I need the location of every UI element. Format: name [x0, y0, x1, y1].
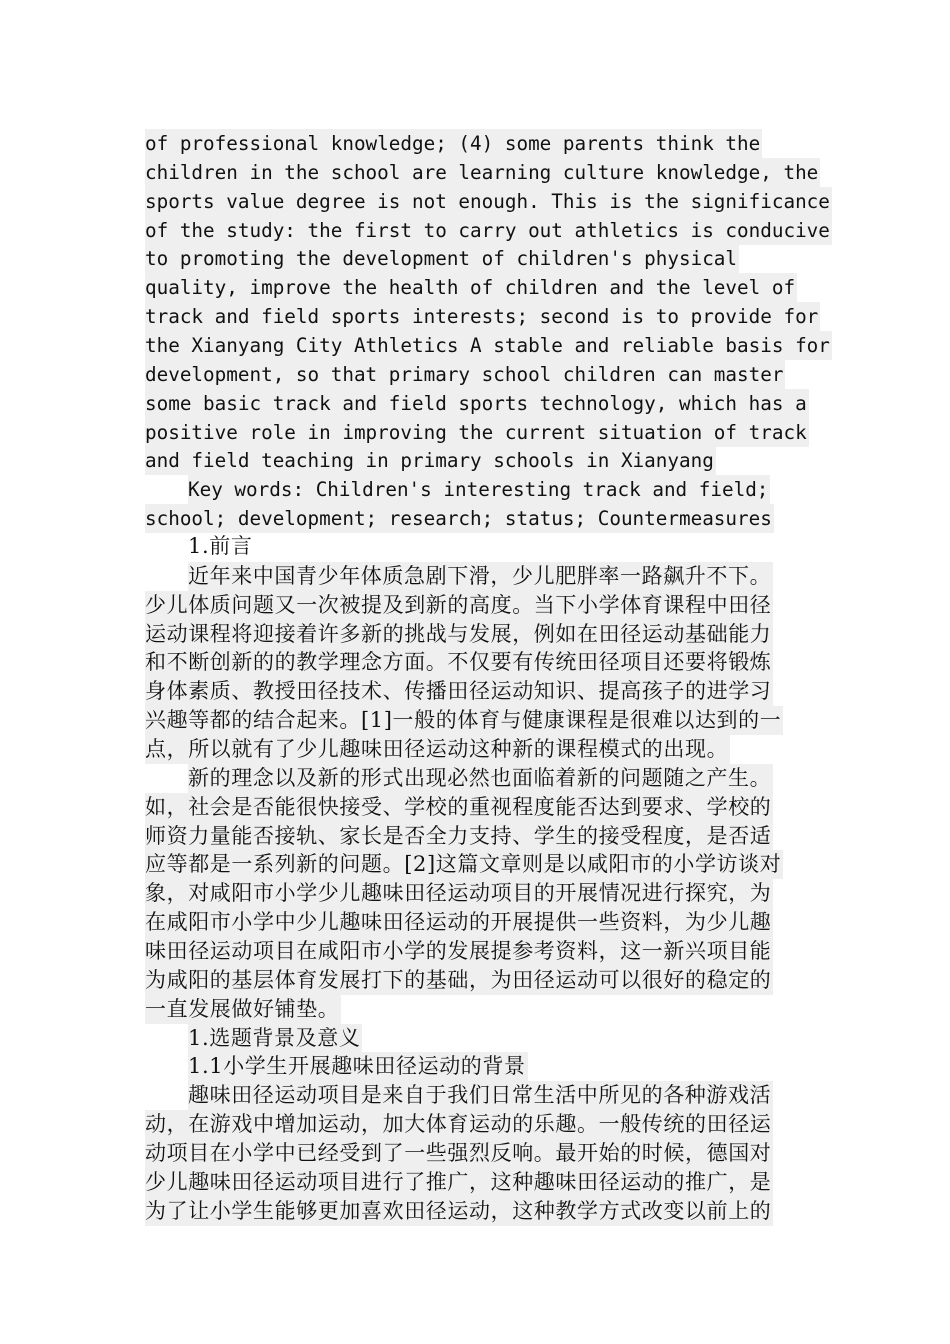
paragraph-line: 新的理念以及新的形式出现必然也面临着新的问题随之产生。: [188, 764, 773, 793]
paragraph-line: 味田径运动项目在咸阳市小学的发展提参考资料，这一新兴项目能: [145, 937, 773, 966]
paragraph-line: 师资力量能否接轨、家长是否全力支持、学生的接受程度，是否适: [145, 822, 773, 851]
subsection-heading: 1.1小学生开展趣味田径运动的背景: [188, 1052, 528, 1081]
paragraph-line: 点，所以就有了少儿趣味田径运动这种新的课程模式的出现。: [145, 735, 730, 764]
paragraph-line: 在咸阳市小学中少儿趣味田径运动的开展提供一些资料，为少儿趣: [145, 908, 773, 937]
abstract-line: to promoting the development of children's physical: [145, 244, 739, 273]
paragraph-line: 如，社会是否能很快接受、学校的重视程度能否达到要求、学校的: [145, 793, 773, 822]
abstract-line: the Xianyang City Athletics A stable and reliable basis for: [145, 331, 832, 360]
section-heading: 1.选题背景及意义: [188, 1024, 362, 1053]
paragraph-line: 运动课程将迎接着许多新的挑战与发展，例如在田径运动基础能力: [145, 620, 773, 649]
paragraph-line: 为咸阳的基层体育发展打下的基础，为田径运动可以很好的稳定的: [145, 966, 773, 995]
abstract-line: children in the school are learning culture knowledge, the: [145, 158, 820, 187]
abstract-line: and field teaching in primary schools in Xianyang: [145, 446, 716, 475]
paragraph-line: 动，在游戏中增加运动，加大体育运动的乐趣。一般传统的田径运: [145, 1110, 773, 1139]
paragraph-line: 动项目在小学中已经受到了一些强烈反响。最开始的时候，德国对: [145, 1139, 773, 1168]
paragraph-line: 身体素质、教授田径技术、传播田径运动知识、提高孩子的进学习: [145, 677, 773, 706]
paragraph-line: 和不断创新的的教学理念方面。不仅要有传统田径项目还要将锻炼: [145, 648, 773, 677]
paragraph-line: 应等都是一系列新的问题。[2]这篇文章则是以咸阳市的小学访谈对: [145, 850, 783, 879]
abstract-line: track and field sports interests; second is to provide for: [145, 302, 820, 331]
abstract-line: sports value degree is not enough. This is the significance: [145, 187, 832, 216]
abstract-line: development, so that primary school children can master: [145, 360, 785, 389]
abstract-line: of professional knowledge; (4) some parents think the: [145, 129, 762, 158]
paragraph-line: 一直发展做好铺垫。: [145, 995, 341, 1024]
abstract-line: some basic track and field sports technology, which has a: [145, 389, 809, 418]
abstract-line: of the study: the first to carry out athletics is conducive: [145, 216, 832, 245]
abstract-line: positive role in improving the current situation of track: [145, 418, 809, 447]
section-heading: 1.前言: [188, 534, 253, 558]
paragraph-line: 趣味田径运动项目是来自于我们日常生活中所见的各种游戏活: [188, 1081, 773, 1110]
paragraph-line: 为了让小学生能够更加喜欢田径运动，这种教学方式改变以前上的: [145, 1197, 773, 1226]
paragraph-line: 象，对咸阳市小学少儿趣味田径运动项目的开展情况进行探究，为: [145, 879, 773, 908]
paragraph-line: 兴趣等都的结合起来。[1]一般的体育与健康课程是很难以达到的一: [145, 706, 783, 735]
abstract-line: quality, improve the health of children and the level of: [145, 273, 797, 302]
paragraph-line: 少儿体质问题又一次被提及到新的高度。当下小学体育课程中田径: [145, 591, 773, 620]
paragraph-line: 近年来中国青少年体质急剧下滑，少儿肥胖率一路飙升不下。: [188, 562, 773, 591]
keywords-line: school; development; research; status; Countermeasures: [145, 504, 774, 533]
paragraph-line: 少儿趣味田径运动项目进行了推广，这种趣味田径运动的推广，是: [145, 1168, 773, 1197]
keywords-line: Key words: Children's interesting track and field;: [188, 475, 770, 504]
